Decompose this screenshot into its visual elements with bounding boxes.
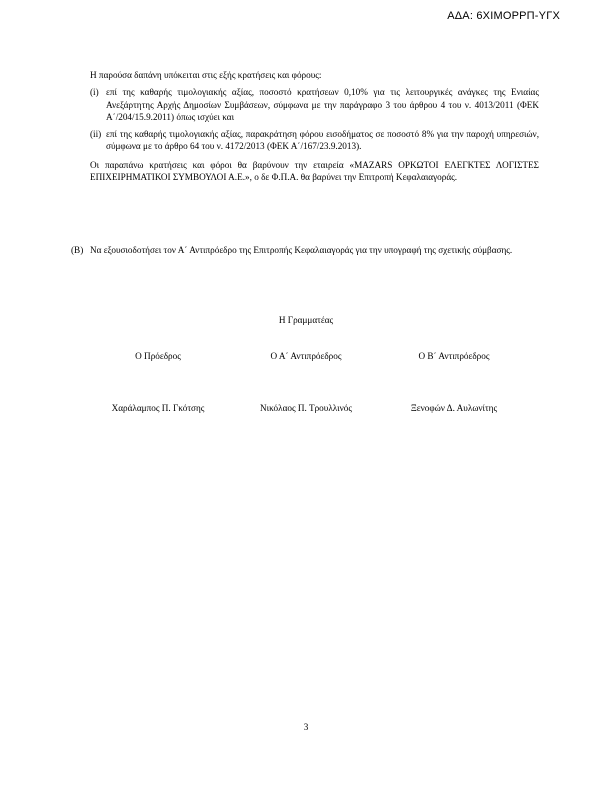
section-b: [71, 244, 539, 256]
ada-code: ΑΔΑ: 6ΧΙΜΟΡΡΠ-ΥΓΧ: [447, 10, 560, 22]
president-title: Ο Πρόεδρος: [135, 351, 181, 361]
section-b-text: Να εξουσιοδοτήσει τον Α΄ Αντιπρόεδρο της Επιτροπής Κεφαλαιαγοράς για την υπογραφή της σχετικής σύμβασης.: [90, 245, 513, 255]
vice-president-a-title: Ο Α΄ Αντιπρόεδρος: [270, 351, 342, 361]
vice-president-a-name: Νικόλαος Π. Τρουλλινός: [260, 403, 352, 413]
intro-paragraph: Η παρούσα δαπάνη υπόκειται στις εξής κρατήσεις και φόρους:: [90, 70, 322, 80]
document-body: [90, 69, 539, 183]
vice-president-b-title: Ο Β΄ Αντιπρόεδρος: [418, 351, 490, 361]
page-number: 3: [303, 722, 309, 732]
secretary-title: Η Γραμματέας: [278, 315, 334, 325]
item-number: (ii): [90, 129, 102, 140]
item-text: επί της καθαρής τιμολογιακής αξίας, ποσοστό κρατήσεων 0,10% για τις λειτουργικές ανάγκες της Ενιαίας Ανεξάρτητης Αρχής Δημοσίων Συμβάσεων, σύμφωνα με την παράγραφο 3 του άρθρου 4 του ν. 4013/2011 (ΦΕΚ Α΄/204/15.9.2011) όπως ισχύει και: [106, 87, 539, 122]
item-number: (i): [90, 87, 99, 98]
list-item: [90, 128, 539, 153]
item-text: επί της καθαρής τιμολογιακής αξίας, παρακράτηση φόρου εισοδήματος σε ποσοστό 8% για την παροχή υπηρεσιών, σύμφωνα με το άρθρο 64 του ν. 4172/2013 (ΦΕΚ Α΄/167/23.9.2013).: [106, 129, 539, 152]
section-b-label: (Β): [71, 245, 84, 255]
president-name: Χαράλαμπος Π. Γκότσης: [111, 403, 205, 413]
list-item: [90, 86, 539, 123]
vice-president-b-name: Ξενοφών Δ. Αυλωνίτης: [410, 403, 498, 413]
closing-paragraph: Οι παραπάνω κρατήσεις και φόροι θα βαρύνουν την εταιρεία «MAZARS ΟΡΚΩΤΟΙ ΕΛΕΓΚΤΕΣ ΛΟΓΙΣΤΕΣ ΕΠΙΧΕΙΡΗΜΑΤΙΚΟΙ ΣΥΜΒΟΥΛΟΙ Α.Ε.», ο δε Φ.Π.Α. θα βαρύνει την Επιτροπή Κεφαλαιαγοράς.: [90, 159, 539, 183]
